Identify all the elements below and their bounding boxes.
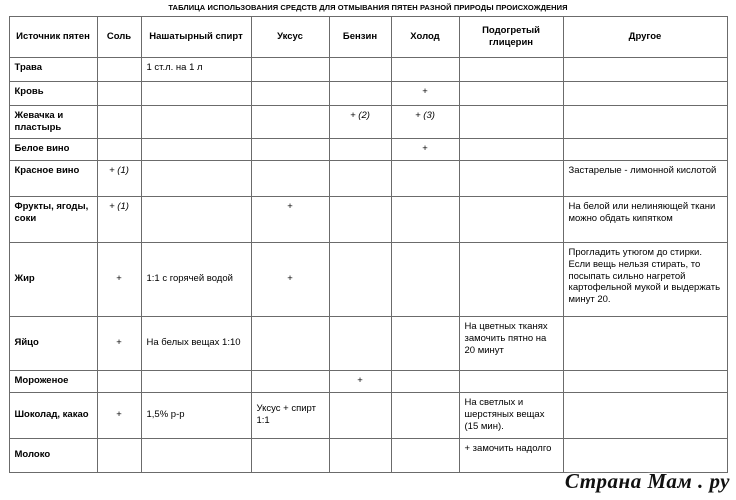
cell-ammonia bbox=[141, 82, 251, 106]
cell-salt bbox=[97, 438, 141, 472]
table-row bbox=[9, 242, 727, 316]
cell-vinegar bbox=[251, 316, 329, 370]
cell-salt bbox=[97, 82, 141, 106]
cell-source: Жевачка и пластырь bbox=[9, 106, 97, 139]
cell-glycerin bbox=[459, 58, 563, 82]
cell-other bbox=[563, 82, 727, 106]
column-header-cold: Холод bbox=[391, 17, 459, 58]
cell-cold bbox=[391, 160, 459, 196]
cell-benzine: + (2) bbox=[329, 106, 391, 139]
column-header-glycerin: Подогретый глицерин bbox=[459, 17, 563, 58]
cell-cold: + bbox=[391, 138, 459, 160]
cell-other bbox=[563, 370, 727, 392]
table-row bbox=[9, 392, 727, 438]
cell-vinegar: Уксус + спирт 1:1 bbox=[251, 392, 329, 438]
cell-cold bbox=[391, 370, 459, 392]
table-row bbox=[9, 160, 727, 196]
cell-vinegar bbox=[251, 106, 329, 139]
table-row bbox=[9, 82, 727, 106]
table-row bbox=[9, 58, 727, 82]
cell-ammonia bbox=[141, 370, 251, 392]
cell-salt: + (1) bbox=[97, 160, 141, 196]
cell-salt: + bbox=[97, 242, 141, 316]
cell-source: Кровь bbox=[9, 82, 97, 106]
cell-source: Шоколад, какао bbox=[9, 392, 97, 438]
cell-source: Мороженое bbox=[9, 370, 97, 392]
site-watermark: Страна Мам . ру bbox=[564, 469, 730, 493]
cell-benzine bbox=[329, 242, 391, 316]
cell-ammonia: 1,5% р-р bbox=[141, 392, 251, 438]
cell-vinegar bbox=[251, 58, 329, 82]
table-row bbox=[9, 138, 727, 160]
cell-other bbox=[563, 106, 727, 139]
cell-cold: + bbox=[391, 82, 459, 106]
cell-glycerin: + замочить надолго bbox=[459, 438, 563, 472]
table-row bbox=[9, 106, 727, 139]
cell-salt bbox=[97, 138, 141, 160]
cell-glycerin bbox=[459, 370, 563, 392]
cell-benzine bbox=[329, 160, 391, 196]
cell-source: Трава bbox=[9, 58, 97, 82]
cell-cold bbox=[391, 242, 459, 316]
cell-glycerin: На цветных тканях замочить пятно на 20 минут bbox=[459, 316, 563, 370]
cell-glycerin bbox=[459, 196, 563, 242]
table-row bbox=[9, 196, 727, 242]
cell-glycerin bbox=[459, 138, 563, 160]
cell-ammonia: 1:1 с горячей водой bbox=[141, 242, 251, 316]
cell-other: На белой или нелиняющей ткани можно обдать кипятком bbox=[563, 196, 727, 242]
cell-ammonia bbox=[141, 160, 251, 196]
cell-vinegar bbox=[251, 82, 329, 106]
cell-other bbox=[563, 138, 727, 160]
cell-benzine bbox=[329, 82, 391, 106]
cell-other bbox=[563, 316, 727, 370]
table-row bbox=[9, 438, 727, 472]
cell-cold bbox=[391, 438, 459, 472]
cell-benzine bbox=[329, 316, 391, 370]
cell-glycerin bbox=[459, 160, 563, 196]
column-header-vinegar: Уксус bbox=[251, 17, 329, 58]
cell-glycerin bbox=[459, 106, 563, 139]
cell-source: Жир bbox=[9, 242, 97, 316]
cell-cold bbox=[391, 392, 459, 438]
cell-benzine bbox=[329, 58, 391, 82]
cell-cold: + (3) bbox=[391, 106, 459, 139]
column-header-benzine: Бензин bbox=[329, 17, 391, 58]
column-header-ammonia: Нашатырный спирт bbox=[141, 17, 251, 58]
cell-benzine bbox=[329, 138, 391, 160]
cell-other: Застарелые - лимонной кислотой bbox=[563, 160, 727, 196]
cell-cold bbox=[391, 316, 459, 370]
cell-other bbox=[563, 392, 727, 438]
cell-cold bbox=[391, 196, 459, 242]
cell-other bbox=[563, 58, 727, 82]
cell-salt: + bbox=[97, 316, 141, 370]
cell-glycerin bbox=[459, 242, 563, 316]
cell-other: Прогладить утюгом до стирки. Если вещь нельзя стирать, то посыпать сильно нагретой картофельной мукой и выдержать минут 20. bbox=[563, 242, 727, 316]
cell-source: Белое вино bbox=[9, 138, 97, 160]
column-header-other: Другое bbox=[563, 17, 727, 58]
page-title: ТАБЛИЦА ИСПОЛЬЗОВАНИЯ СРЕДСТВ ДЛЯ ОТМЫВАНИЯ ПЯТЕН РАЗНОЙ ПРИРОДЫ ПРОИСХОЖДЕНИЯ bbox=[168, 3, 568, 12]
cell-salt bbox=[97, 106, 141, 139]
cell-salt: + bbox=[97, 392, 141, 438]
cell-benzine: + bbox=[329, 370, 391, 392]
table-header-row bbox=[9, 17, 727, 58]
cell-vinegar: + bbox=[251, 196, 329, 242]
cell-vinegar bbox=[251, 370, 329, 392]
cell-glycerin: На светлых и шерстяных вещах (15 мин). bbox=[459, 392, 563, 438]
table-body bbox=[9, 58, 727, 473]
cell-benzine bbox=[329, 438, 391, 472]
cell-ammonia: На белых вещах 1:10 bbox=[141, 316, 251, 370]
cell-other bbox=[563, 438, 727, 472]
cell-ammonia bbox=[141, 138, 251, 160]
cell-source: Фрукты, ягоды, соки bbox=[9, 196, 97, 242]
cell-vinegar bbox=[251, 160, 329, 196]
stain-removal-table bbox=[9, 16, 728, 473]
cell-source: Молоко bbox=[9, 438, 97, 472]
column-header-salt: Соль bbox=[97, 17, 141, 58]
cell-ammonia: 1 ст.л. на 1 л bbox=[141, 58, 251, 82]
column-header-source: Источник пятен bbox=[9, 17, 97, 58]
table-row bbox=[9, 316, 727, 370]
cell-salt bbox=[97, 58, 141, 82]
cell-ammonia bbox=[141, 106, 251, 139]
cell-ammonia bbox=[141, 438, 251, 472]
cell-salt: + (1) bbox=[97, 196, 141, 242]
cell-glycerin bbox=[459, 82, 563, 106]
cell-benzine bbox=[329, 392, 391, 438]
table-header bbox=[9, 17, 727, 58]
cell-source: Красное вино bbox=[9, 160, 97, 196]
cell-cold bbox=[391, 58, 459, 82]
table-row bbox=[9, 370, 727, 392]
cell-ammonia bbox=[141, 196, 251, 242]
cell-vinegar bbox=[251, 138, 329, 160]
cell-benzine bbox=[329, 196, 391, 242]
cell-vinegar bbox=[251, 438, 329, 472]
cell-salt bbox=[97, 370, 141, 392]
cell-vinegar: + bbox=[251, 242, 329, 316]
cell-source: Яйцо bbox=[9, 316, 97, 370]
